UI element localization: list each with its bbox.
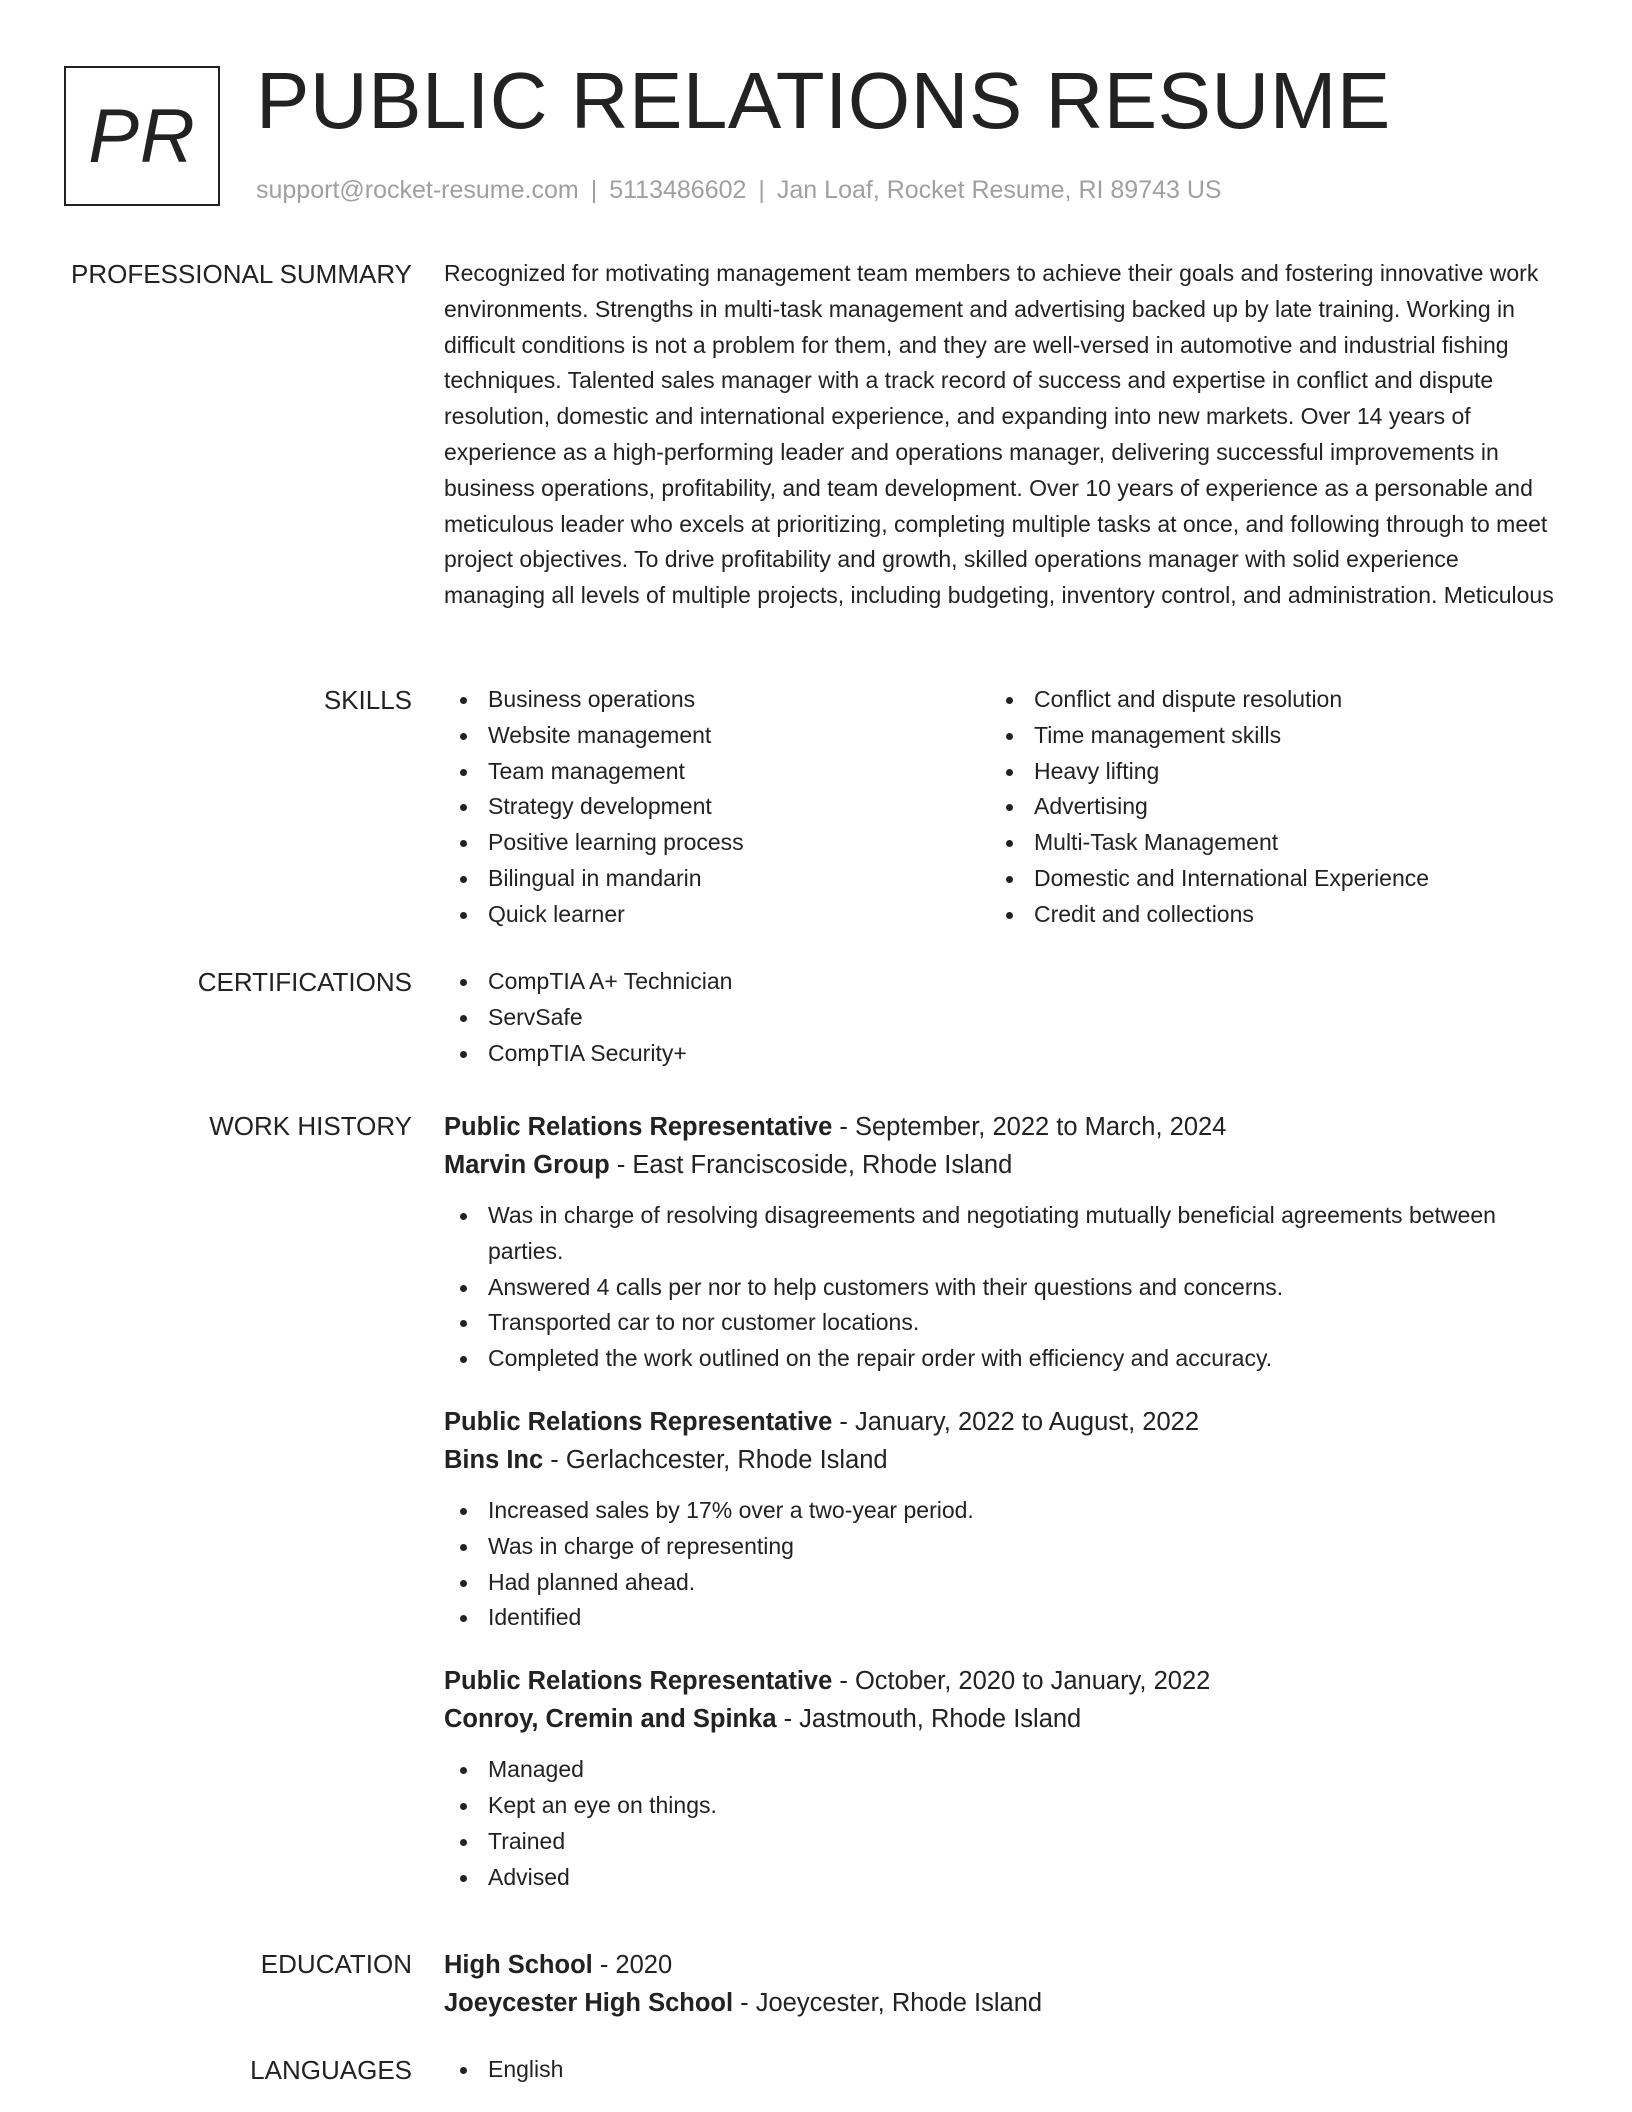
- section-label-skills: SKILLS: [323, 685, 412, 715]
- list-item: Trained: [444, 1824, 1564, 1860]
- job-title: Public Relations Representative: [444, 1113, 833, 1141]
- job-company: Conroy, Cremin and Spinka: [444, 1705, 777, 1734]
- job-location: - Gerlachcester, Rhode Island: [543, 1445, 888, 1474]
- list-item: Bilingual in mandarin: [444, 861, 990, 897]
- job-company-line: [444, 1146, 1564, 1184]
- list-item: Multi-Task Management: [990, 825, 1536, 861]
- education-year: - 2020: [592, 1951, 673, 1979]
- job-company-line: [444, 1441, 1564, 1479]
- contact-separator: |: [758, 176, 765, 204]
- list-item: Had planned ahead.: [444, 1565, 1564, 1601]
- job-dates: - September, 2022 to March, 2024: [832, 1113, 1227, 1141]
- contact-phone[interactable]: 5113486602: [609, 176, 747, 204]
- list-item: Was in charge of representing: [444, 1529, 1564, 1565]
- education-location: - Joeycester, Rhode Island: [733, 1989, 1043, 2017]
- list-item: CompTIA A+ Technician: [444, 964, 1564, 1000]
- languages-list: [444, 2052, 1564, 2088]
- list-item: Strategy development: [444, 789, 990, 825]
- list-item: English: [444, 2052, 1564, 2088]
- list-item: Advertising: [990, 789, 1536, 825]
- list-item: Conflict and dispute resolution: [990, 682, 1536, 718]
- job-location: - East Franciscoside, Rhode Island: [609, 1151, 1013, 1179]
- list-item: Heavy lifting: [990, 754, 1536, 790]
- list-item: Increased sales by 17% over a two-year period.: [444, 1493, 1564, 1529]
- skills-list-right: [990, 682, 1536, 933]
- job-title-line: [444, 1662, 1564, 1700]
- education-school: Joeycester High School: [444, 1989, 734, 2017]
- list-item: CompTIA Security+: [444, 1036, 1564, 1072]
- job-entry: [444, 1403, 1564, 1636]
- job-title-line: [444, 1108, 1564, 1146]
- education-school-line: [444, 1984, 1564, 2022]
- monogram-initials: PR: [88, 93, 196, 179]
- job-title: Public Relations Representative: [444, 1667, 833, 1696]
- education-degree-line: [444, 1946, 1564, 1984]
- list-item: Managed: [444, 1752, 1564, 1788]
- section-label-certifications: CERTIFICATIONS: [197, 967, 412, 997]
- list-item: Advised: [444, 1860, 1564, 1896]
- section-label-education: EDUCATION: [260, 1949, 412, 1979]
- list-item: Credit and collections: [990, 897, 1536, 933]
- job-bullets: [444, 1493, 1564, 1636]
- list-item: Time management skills: [990, 718, 1536, 754]
- contact-line: [256, 174, 1222, 206]
- job-company-line: [444, 1700, 1564, 1738]
- contact-address: Jan Loaf, Rocket Resume, RI 89743 US: [776, 176, 1222, 204]
- summary-text: Recognized for motivating management team members to achieve their goals and fostering innovative work environments. Strengths in multi-task management and advertising backed up by late training. Working in difficult conditions is not a problem for them, and they are well-versed in automotive and industrial fishing techniques. Talented sales manager with a track record of success and expertise in conflict and dispute resolution, domestic and international experience, and expanding into new markets. Over 14 years of experience as a high-performing leader and operations manager, delivering successful improvements in business operations, profitability, and team development. Over 10 years of experience as a personable and meticulous leader who excels at prioritizing, completing multiple tasks at once, and following through to meet project objectives. To drive profitability and growth, skilled operations manager with solid experience managing all levels of multiple projects, including budgeting, inventory control, and administration. Meticulous: [444, 260, 1554, 609]
- job-company: Bins Inc: [444, 1445, 544, 1474]
- list-item: Answered 4 calls per nor to help customers with their questions and concerns.: [444, 1270, 1564, 1306]
- list-item: Domestic and International Experience: [990, 861, 1536, 897]
- list-item: Positive learning process: [444, 825, 990, 861]
- job-company: Marvin Group: [444, 1151, 610, 1179]
- list-item: Business operations: [444, 682, 990, 718]
- job-bullets: [444, 1752, 1564, 1895]
- section-label-summary: PROFESSIONAL SUMMARY: [71, 259, 412, 289]
- job-location: - Jastmouth, Rhode Island: [776, 1705, 1082, 1734]
- monogram-box: [64, 66, 220, 206]
- list-item: Team management: [444, 754, 990, 790]
- job-bullets: [444, 1198, 1564, 1377]
- job-dates: - October, 2020 to January, 2022: [832, 1667, 1211, 1696]
- list-item: Identified: [444, 1600, 1564, 1636]
- job-title: Public Relations Representative: [444, 1407, 833, 1436]
- job-title-line: [444, 1403, 1564, 1441]
- list-item: Quick learner: [444, 897, 990, 933]
- list-item: Completed the work outlined on the repair order with efficiency and accuracy.: [444, 1341, 1564, 1377]
- list-item: ServSafe: [444, 1000, 1564, 1036]
- list-item: Transported car to nor customer locations.: [444, 1305, 1564, 1341]
- section-label-work: WORK HISTORY: [209, 1111, 412, 1141]
- list-item: Website management: [444, 718, 990, 754]
- skills-list-left: [444, 682, 990, 933]
- education-degree: High School: [444, 1951, 593, 1979]
- resume-title: PUBLIC RELATIONS RESUME: [256, 56, 1391, 145]
- job-entry: [444, 1662, 1564, 1895]
- job-entry: [444, 1108, 1564, 1377]
- list-item: Was in charge of resolving disagreements and negotiating mutually beneficial agreements between parties.: [444, 1198, 1564, 1270]
- list-item: Kept an eye on things.: [444, 1788, 1564, 1824]
- certifications-list: [444, 964, 1564, 1071]
- contact-separator: |: [590, 176, 598, 204]
- job-dates: - January, 2022 to August, 2022: [832, 1407, 1199, 1436]
- contact-email[interactable]: support@rocket-resume.com: [256, 176, 579, 204]
- section-label-languages: LANGUAGES: [250, 2055, 412, 2085]
